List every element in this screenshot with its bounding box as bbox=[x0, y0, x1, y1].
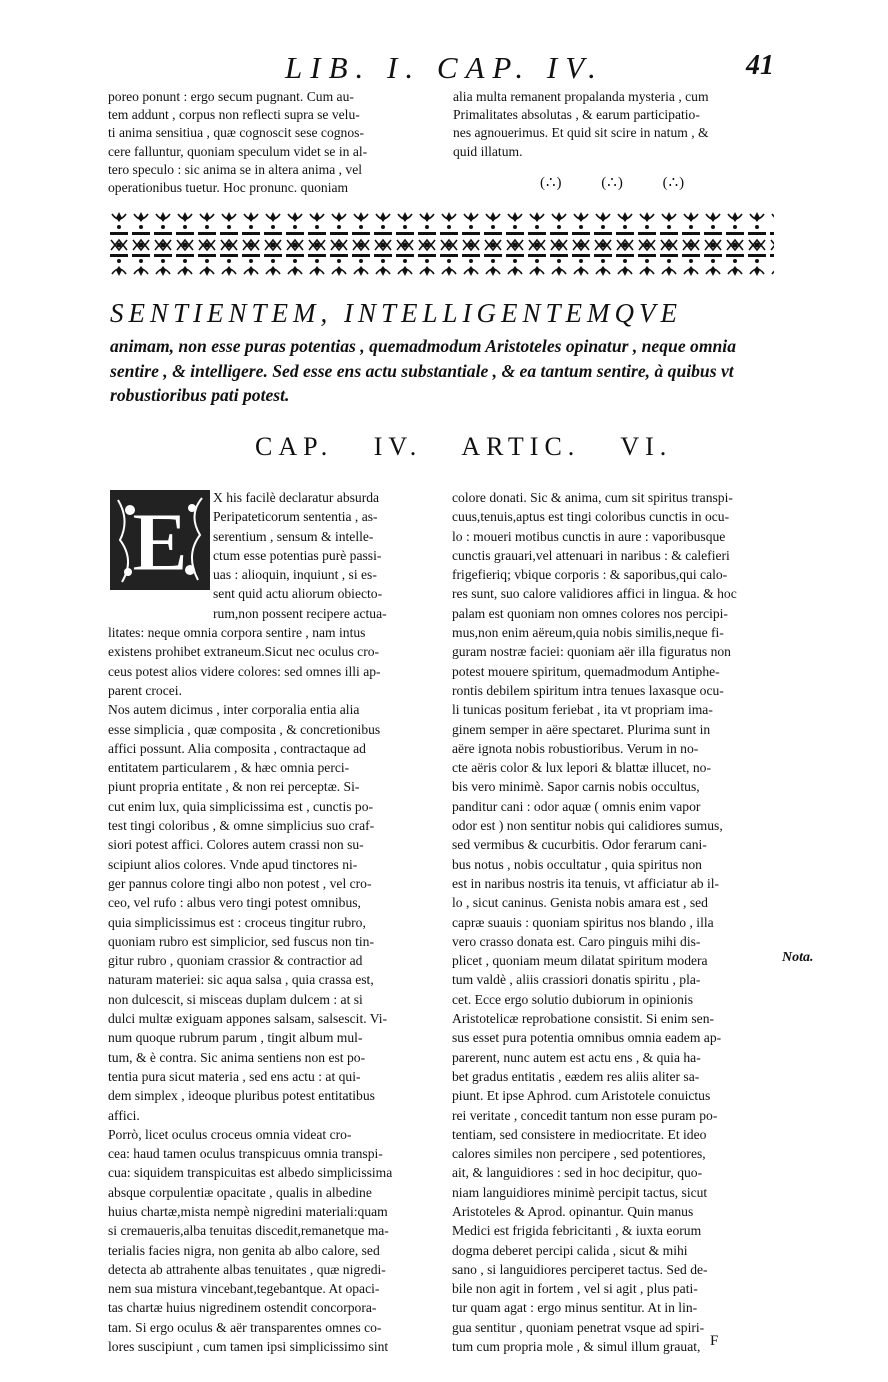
text-line: quia simplicissimus est : croceus tingitur rubro, bbox=[108, 914, 366, 930]
text-line: est in naribus nostris ita tenuis, vt afficiatur ab il- bbox=[452, 875, 720, 891]
text-line: cunctis grauari,vel attenuari in naribus : & calefieri bbox=[452, 547, 730, 563]
text-line: terialis facies nigra, non genita ab albo calore, sed bbox=[108, 1242, 380, 1258]
end-marks: (∴) (∴) (∴) bbox=[540, 175, 686, 191]
text-line: litates: neque omnia corpora sentire , nam intus bbox=[108, 625, 366, 641]
text-line: panditur cani : odor aquæ ( omnis enim vapor bbox=[452, 798, 701, 814]
text-line: tum valdè , aliis crassiori donatis spiritu , pla- bbox=[452, 972, 701, 988]
text-line: rontis debilem spiritum intra tenues laxasque ocu- bbox=[452, 682, 724, 698]
margin-note: Nota. bbox=[782, 950, 814, 965]
text-line: piunt propria entitate , & non rei perceptæ. Si- bbox=[108, 779, 360, 795]
text-line: uas : alioquin, inquiunt , si es- bbox=[213, 567, 377, 583]
text-line: tentiam, sed consistere in mediocritate. Et ideo bbox=[452, 1126, 707, 1142]
text-line: sus esset pura potentia omnibus omnia eadem ap- bbox=[452, 1030, 722, 1046]
text-line: bis vero minimè. Sapor carnis nobis occultus, bbox=[452, 779, 700, 795]
text-line: capræ suauis : quoniam spiritus nos blando , illa bbox=[452, 914, 714, 930]
text-line: nem sua mistura vincebant,tegebantque. At opaci- bbox=[108, 1281, 380, 1297]
dropcap-letter: E bbox=[131, 496, 189, 589]
text-line: quid illatum. bbox=[453, 143, 523, 159]
text-line: entitatem particularem , & hæc omnia perci- bbox=[108, 760, 350, 776]
left-column-indented-lines bbox=[108, 488, 430, 623]
text-line: Aristoteles & Aprod. opinantur. Quin manus bbox=[452, 1203, 694, 1219]
text-line: poreo ponunt : ergo secum pugnant. Cum au- bbox=[108, 89, 354, 104]
text-line: colore donati. Sic & anima, cum sit spiritus transpi- bbox=[452, 490, 733, 505]
text-line: naturam materiei: sic aqua salsa , quia crassa est, bbox=[108, 972, 374, 988]
text-line: cet. Ecce ergo solutio dubiorum in opinionis bbox=[452, 991, 693, 1007]
text-line: tam. Si ergo oculus & aër transparentes omnes co- bbox=[108, 1319, 382, 1335]
left-column-lines bbox=[108, 623, 430, 1356]
text-line: Aristotelicæ reprobatione consistit. Si enim sen- bbox=[452, 1011, 715, 1027]
text-line: X his facilè declaratur absurda bbox=[213, 490, 380, 505]
text-line: quoniam rubro est simplicior, sed fuscus non tin- bbox=[108, 933, 375, 949]
top-right-text bbox=[453, 88, 773, 161]
text-line: Nos autem dicimus , inter corporalia entia alia bbox=[108, 702, 360, 718]
text-line: tem addunt , corpus non reflecti supra se velu- bbox=[108, 107, 360, 123]
text-line: alia multa remanent propalanda mysteria , cum bbox=[453, 89, 709, 104]
text-line: cea: haud tamen oculus transpicuus omnia transpi- bbox=[108, 1146, 383, 1162]
text-line: non dulcescit, si misceas duplam dulcem : at si bbox=[108, 991, 363, 1007]
text-line: cuus,tenuis,aptus est tingi coloribus cunctis in ocu- bbox=[452, 509, 730, 525]
text-line: rum,non possent recipere actua- bbox=[213, 605, 387, 621]
decorative-ornament-band bbox=[108, 210, 774, 278]
text-line: frigefieriq; vbique corporis : & saporibus,qui calo- bbox=[452, 567, 728, 583]
text-line: lo : moueri motibus cunctis in aure : vaporibusque bbox=[452, 528, 726, 544]
text-line: scipiunt alios colores. Vnde apud tinctores ni- bbox=[108, 856, 358, 872]
text-line: sent quid actu aliorum obiecto- bbox=[213, 586, 383, 602]
text-line: bet gradus entitatis , eædem res aliis aliter sa- bbox=[452, 1068, 700, 1084]
text-line: detecta ab attrahente albas tenuitates , quæ nigredi- bbox=[108, 1261, 386, 1277]
text-line: calores similes non percipere , sed potentiores, bbox=[452, 1146, 706, 1162]
text-line: li tunicas positum feriebat , ita vt propriam ima- bbox=[452, 702, 713, 718]
text-line: plicet , quoniam meum dilatat spiritum modera bbox=[452, 953, 708, 969]
text-line: test tingi coloribus , & omne simplicius suo craf- bbox=[108, 818, 375, 834]
text-line: niam languidiores minimè percipit tactus, sicut bbox=[452, 1184, 708, 1200]
text-line: gua sentitur , quoniam penetrat vsque ad spiri- bbox=[452, 1319, 705, 1335]
text-line: res sunt, suo calore validiores affici in lingua. & hoc bbox=[452, 586, 737, 602]
text-line: guram nostræ faciei: quoniam aër illa figuratus non bbox=[452, 644, 731, 660]
page-number: 41 bbox=[746, 50, 774, 81]
text-line: ti anima sensitiua , quæ cognoscit sese cognos- bbox=[108, 125, 364, 141]
article-heading: CAP. IV. ARTIC. VI. bbox=[255, 432, 673, 461]
right-column bbox=[452, 488, 774, 1356]
text-line: ctum esse potentias purè passi- bbox=[213, 547, 382, 563]
text-line: bile non agit in fortem , vel si agit , plus pati- bbox=[452, 1281, 698, 1297]
text-line: existens prohibet extraneum.Sicut nec oculus cro- bbox=[108, 644, 380, 660]
text-line: palam est quoniam non omnes colores nos percipi- bbox=[452, 605, 728, 621]
text-line: dulci multæ exiguam appones salsam, salsescit. Vi- bbox=[108, 1011, 388, 1027]
top-left-text bbox=[108, 88, 426, 197]
text-line: cua: siquidem transpicuitas est albedo simplicissima bbox=[108, 1165, 393, 1181]
text-line: tas chartæ huius nigredinem ostendit concorpora- bbox=[108, 1300, 377, 1316]
text-line: potest mouere spiritum, quemadmodum Antiphe- bbox=[452, 663, 720, 679]
text-line: siori potest affici. Colores autem crassi non su- bbox=[108, 837, 364, 853]
text-line: Primalitates absolutas , & earum participatio- bbox=[453, 107, 700, 123]
text-line: aëre ignota nobis robustioribus. Verum in no- bbox=[452, 740, 699, 756]
text-line: ginem semper in aëre spectaret. Plurima sunt in bbox=[452, 721, 711, 737]
text-line: ait, & languidiores : sed in hoc decipitur, quo- bbox=[452, 1165, 703, 1181]
text-line: nes agnouerimus. Et quid sit scire in natum , & bbox=[453, 125, 709, 141]
text-line: lo , sicut caninus. Genista nobis amara est , sed bbox=[452, 895, 708, 911]
text-line: ceus potest alios videre colores: sed omnes illi ap- bbox=[108, 663, 381, 679]
chapter-subtitle: animam, non esse puras potentias , quemadmodum Aristoteles opinatur , neque omnia sentire , & intelligere. Sed esse ens actu substantiale , & ea tantum sentire, à quibus vt robustioribus pati potest. bbox=[110, 336, 736, 405]
text-line: num quoque rubrum parum , tingit album mul- bbox=[108, 1030, 363, 1046]
text-line: si cremaueris,alba tenuitas discedit,remanetque ma- bbox=[108, 1223, 389, 1239]
text-line: operationibus tuetur. Hoc pronunc. quoniam bbox=[108, 180, 349, 196]
text-line: cte aëris color & lux lepori & blattæ illucet, no- bbox=[452, 760, 711, 776]
signature-mark: F bbox=[710, 1333, 719, 1349]
text-line: dogma deberet percipi calida , sicut & mihi bbox=[452, 1242, 688, 1258]
text-line: tentia pura sicut materia , sed ens actu : at qui- bbox=[108, 1068, 361, 1084]
text-line: lores suscipiunt , cum tamen ipsi simplicissimo sint bbox=[108, 1339, 389, 1355]
text-line: bus notus , nobis occultatur , quia spiritus non bbox=[452, 856, 702, 872]
text-line: affici possunt. Alia composita , contractaque ad bbox=[108, 740, 366, 756]
text-line: piunt. Et ipse Aphrod. cum Aristotele conuictus bbox=[452, 1088, 711, 1104]
running-head bbox=[0, 50, 888, 90]
text-line: tur quam agat : ergo minus sentitur. At in lin- bbox=[452, 1300, 698, 1316]
text-line: affici. bbox=[108, 1107, 140, 1123]
text-line: tum, & è contra. Sic anima sentiens non est po- bbox=[108, 1049, 366, 1065]
left-column bbox=[108, 488, 430, 1356]
text-line: mus,non enim aëreum,quia nobis similis,neque fi- bbox=[452, 625, 724, 641]
text-line: cere falluntur, quoniam speculum videt se in al- bbox=[108, 143, 368, 159]
text-line: dem simplex , ideoque pluribus potest entitatibus bbox=[108, 1088, 375, 1104]
text-line: rei veritate , concedit tantum non esse puram po- bbox=[452, 1107, 718, 1123]
text-line: parent crocei. bbox=[108, 682, 182, 698]
text-line: cut enim lux, quia simplicissima est , cunctis po- bbox=[108, 798, 374, 814]
text-line: esse simplicia , quæ composita , & concretionibus bbox=[108, 721, 381, 737]
text-line: absque corpulentiæ opacitate , qualis in albedine bbox=[108, 1184, 372, 1200]
text-line: tero speculo : sic anima se in altera anima , vel bbox=[108, 161, 363, 177]
text-line: huius chartæ,mista nempè nigredini materiali:quam bbox=[108, 1203, 388, 1219]
text-line: Medici est frigida febricitanti , & iuxta eorum bbox=[452, 1223, 702, 1239]
text-line: ger pannus colore tingi albo non potest , vel cro- bbox=[108, 875, 372, 891]
text-line: Porrò, licet oculus croceus omnia videat cro- bbox=[108, 1126, 352, 1142]
running-head-title: LIB. I. CAP. IV. bbox=[285, 50, 604, 85]
text-line: odor est ) non sentitur nobis qui calidiores sumus, bbox=[452, 818, 723, 834]
text-line: parerent, nunc autem est actu ens , & quia ha- bbox=[452, 1049, 701, 1065]
text-line: serentium , sensum & intelle- bbox=[213, 528, 374, 544]
text-line: Peripateticorum sententia , as- bbox=[213, 509, 378, 525]
text-line: gitur rubro , quoniam crassior & contractior ad bbox=[108, 953, 363, 969]
text-line: tum cum propria mole , & simul illum grauat, bbox=[452, 1339, 701, 1355]
text-line: ceo, vel rufo : albus vero tingi potest omnibus, bbox=[108, 895, 361, 911]
text-line: sano , si languidiores perciperet tactus. Sed de- bbox=[452, 1261, 708, 1277]
chapter-title: SENTIENTEM, INTELLIGENTEMQVE bbox=[110, 298, 683, 328]
text-line: sed vermibus & cucurbitis. Odor ferarum cani- bbox=[452, 837, 707, 853]
text-line: vero crasso donata est. Caro pinguis mihi dis- bbox=[452, 933, 701, 949]
